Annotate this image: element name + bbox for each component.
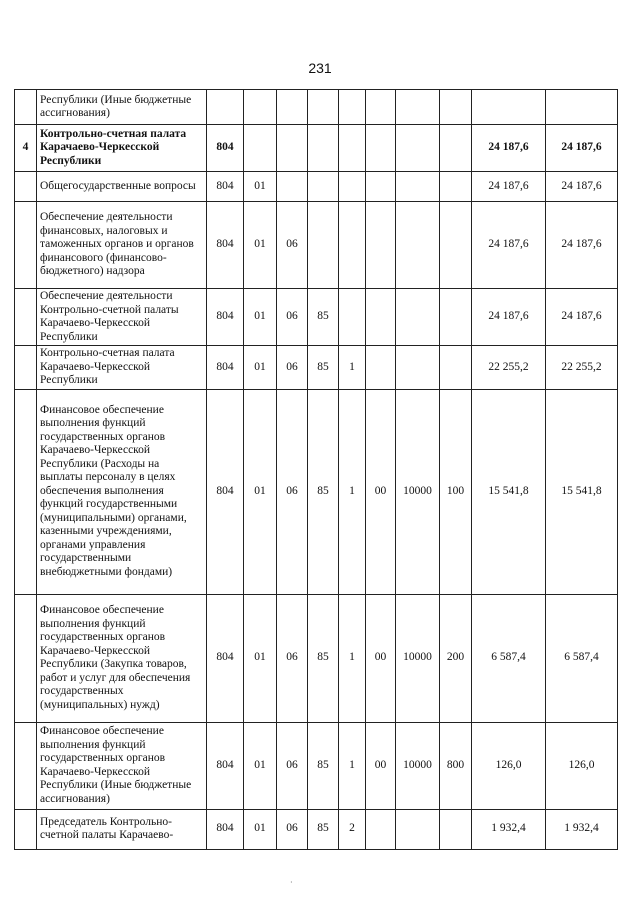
amount-total-cell: 15 541,8 [546, 389, 618, 594]
amount-cell: 24 187,6 [472, 172, 546, 202]
admin-code-cell: 804 [207, 202, 244, 289]
section-code-cell: 01 [244, 172, 277, 202]
amount-total-cell: 126,0 [546, 722, 618, 809]
expense-code-cell [396, 125, 440, 172]
amount-total-cell: 6 587,4 [546, 594, 618, 722]
amount-total-cell: 22 255,2 [546, 346, 618, 390]
expense-type-cell [440, 809, 472, 849]
table-row [15, 172, 618, 202]
expense-code-cell [396, 172, 440, 202]
program-code-cell: 85 [308, 722, 339, 809]
table-row [15, 202, 618, 289]
subprogram-code-cell [339, 289, 366, 346]
admin-code-cell: 804 [207, 809, 244, 849]
program-code-cell: 85 [308, 809, 339, 849]
subsection-code-cell: 06 [277, 346, 308, 390]
expense-type-cell [440, 172, 472, 202]
table-row [15, 594, 618, 722]
direction-code-cell [366, 202, 396, 289]
subsection-code-cell: 06 [277, 289, 308, 346]
expense-code-cell [396, 346, 440, 390]
expense-type-cell: 200 [440, 594, 472, 722]
section-code-cell: 01 [244, 722, 277, 809]
subprogram-code-cell: 1 [339, 722, 366, 809]
section-code-cell: 01 [244, 289, 277, 346]
table-row [15, 90, 618, 125]
expense-type-cell [440, 346, 472, 390]
program-code-cell [308, 90, 339, 125]
amount-total-cell: 24 187,6 [546, 202, 618, 289]
subprogram-code-cell [339, 125, 366, 172]
row-number-cell [15, 202, 37, 289]
row-number-cell: 4 [15, 125, 37, 172]
subprogram-code-cell: 1 [339, 389, 366, 594]
amount-cell: 24 187,6 [472, 289, 546, 346]
amount-total-cell: 1 932,4 [546, 809, 618, 849]
amount-total-cell: 24 187,6 [546, 289, 618, 346]
admin-code-cell: 804 [207, 289, 244, 346]
amount-total-cell: 24 187,6 [546, 172, 618, 202]
direction-code-cell: 00 [366, 389, 396, 594]
table-row [15, 722, 618, 809]
direction-code-cell: 00 [366, 594, 396, 722]
amount-cell [472, 90, 546, 125]
expense-type-cell: 800 [440, 722, 472, 809]
subprogram-code-cell: 1 [339, 346, 366, 390]
budget-table [14, 89, 618, 850]
admin-code-cell [207, 90, 244, 125]
expense-code-cell: 10000 [396, 389, 440, 594]
subsection-code-cell: 06 [277, 594, 308, 722]
row-name-cell: Общегосударственные вопросы [37, 172, 207, 202]
section-code-cell [244, 90, 277, 125]
admin-code-cell: 804 [207, 389, 244, 594]
subsection-code-cell [277, 172, 308, 202]
subsection-code-cell [277, 125, 308, 172]
subprogram-code-cell [339, 90, 366, 125]
section-code-cell: 01 [244, 594, 277, 722]
row-number-cell [15, 346, 37, 390]
subprogram-code-cell [339, 202, 366, 289]
amount-cell: 24 187,6 [472, 202, 546, 289]
subsection-code-cell: 06 [277, 722, 308, 809]
section-code-cell: 01 [244, 809, 277, 849]
subsection-code-cell [277, 90, 308, 125]
expense-code-cell [396, 289, 440, 346]
row-name-cell: Председатель Контрольно-счетной палаты Карачаево- [37, 809, 207, 849]
table-row [15, 346, 618, 390]
program-code-cell: 85 [308, 346, 339, 390]
direction-code-cell [366, 90, 396, 125]
direction-code-cell: 00 [366, 722, 396, 809]
direction-code-cell [366, 346, 396, 390]
expense-type-cell [440, 90, 472, 125]
expense-type-cell: 100 [440, 389, 472, 594]
admin-code-cell: 804 [207, 172, 244, 202]
row-number-cell [15, 809, 37, 849]
subsection-code-cell: 06 [277, 389, 308, 594]
admin-code-cell: 804 [207, 722, 244, 809]
row-number-cell [15, 172, 37, 202]
direction-code-cell [366, 172, 396, 202]
table-row [15, 809, 618, 849]
row-number-cell [15, 389, 37, 594]
row-number-cell [15, 289, 37, 346]
program-code-cell [308, 172, 339, 202]
expense-type-cell [440, 125, 472, 172]
program-code-cell: 85 [308, 594, 339, 722]
program-code-cell [308, 125, 339, 172]
amount-total-cell [546, 90, 618, 125]
section-code-cell [244, 125, 277, 172]
amount-cell: 15 541,8 [472, 389, 546, 594]
subsection-code-cell: 06 [277, 202, 308, 289]
amount-cell: 1 932,4 [472, 809, 546, 849]
page-number: 231 [308, 60, 332, 76]
row-number-cell [15, 722, 37, 809]
admin-code-cell: 804 [207, 594, 244, 722]
subprogram-code-cell [339, 172, 366, 202]
row-name-cell: Финансовое обеспечение выполнения функций государственных органов Карачаево-Черкесской Республики (Закупка товаров, работ и услуг для обеспечения государственных (муниципальных) нужд) [37, 594, 207, 722]
direction-code-cell [366, 125, 396, 172]
admin-code-cell: 804 [207, 346, 244, 390]
expense-type-cell [440, 289, 472, 346]
table-row [15, 289, 618, 346]
section-code-cell: 01 [244, 202, 277, 289]
expense-code-cell [396, 202, 440, 289]
row-name-cell: Финансовое обеспечение выполнения функций государственных органов Карачаево-Черкесской Республики (Иные бюджетные ассигнования) [37, 722, 207, 809]
table-row [15, 389, 618, 594]
amount-cell: 126,0 [472, 722, 546, 809]
subprogram-code-cell: 2 [339, 809, 366, 849]
subprogram-code-cell: 1 [339, 594, 366, 722]
program-code-cell: 85 [308, 289, 339, 346]
row-number-cell [15, 90, 37, 125]
direction-code-cell [366, 289, 396, 346]
program-code-cell: 85 [308, 389, 339, 594]
expense-type-cell [440, 202, 472, 289]
row-name-cell: Обеспечение деятельности финансовых, налоговых и таможенных органов и органов финансового (финансово-бюджетного) надзора [37, 202, 207, 289]
row-name-cell: Республики (Иные бюджетные ассигнования) [37, 90, 207, 125]
amount-cell: 22 255,2 [472, 346, 546, 390]
amount-cell: 6 587,4 [472, 594, 546, 722]
scan-mark: · [290, 878, 293, 887]
direction-code-cell [366, 809, 396, 849]
row-name-cell: Контрольно-счетная палата Карачаево-Черкесской Республики [37, 346, 207, 390]
row-name-cell: Обеспечение деятельности Контрольно-счетной палаты Карачаево-Черкесской Республики [37, 289, 207, 346]
program-code-cell [308, 202, 339, 289]
row-name-cell: Контрольно-счетная палата Карачаево-Черкесской Республики [37, 125, 207, 172]
expense-code-cell: 10000 [396, 594, 440, 722]
expense-code-cell [396, 809, 440, 849]
admin-code-cell: 804 [207, 125, 244, 172]
expense-code-cell: 10000 [396, 722, 440, 809]
section-code-cell: 01 [244, 346, 277, 390]
amount-cell: 24 187,6 [472, 125, 546, 172]
table-row [15, 125, 618, 172]
row-name-cell: Финансовое обеспечение выполнения функций государственных органов Карачаево-Черкесской Республики (Расходы на выплаты персоналу в целях обеспечения выполнения функций государственными (муниципальными) органами, казенными учреждениями, органами управления государственными внебюджетными фондами) [37, 389, 207, 594]
row-number-cell [15, 594, 37, 722]
section-code-cell: 01 [244, 389, 277, 594]
subsection-code-cell: 06 [277, 809, 308, 849]
amount-total-cell: 24 187,6 [546, 125, 618, 172]
expense-code-cell [396, 90, 440, 125]
